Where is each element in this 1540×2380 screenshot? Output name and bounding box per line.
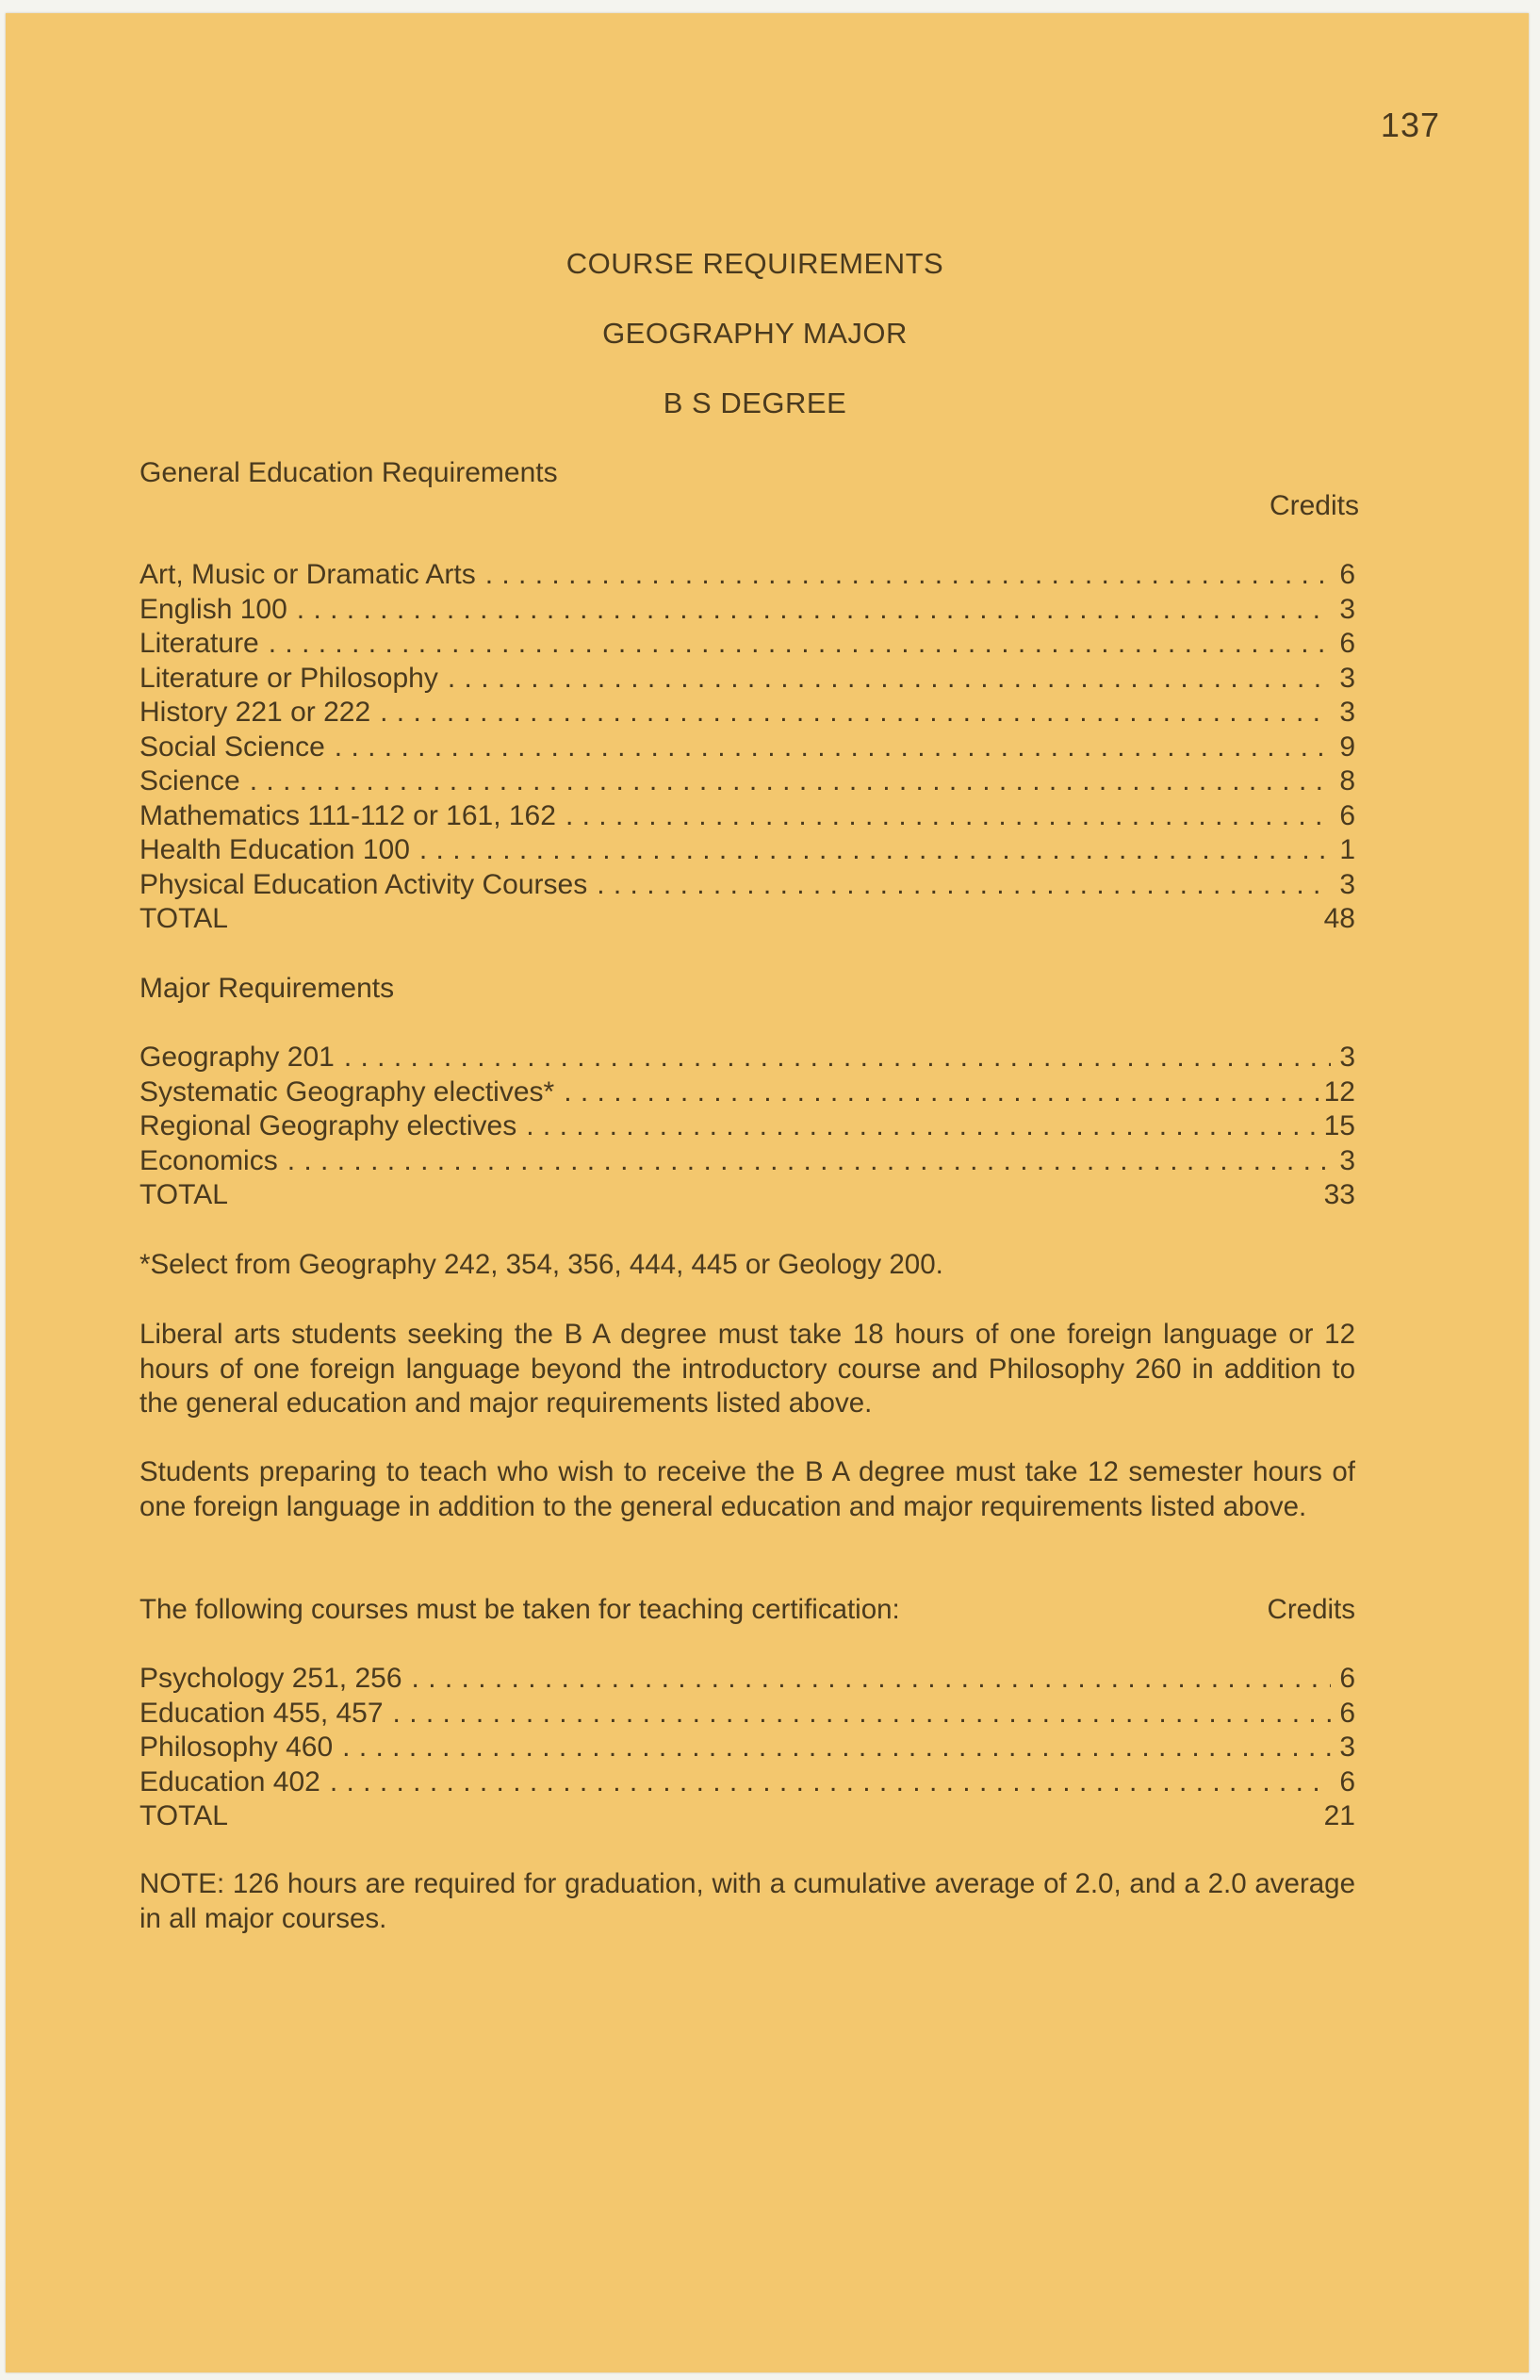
leader-dots: [297, 593, 1331, 628]
leader-dots: [485, 558, 1331, 593]
general-education-heading: General Education Requirements: [139, 457, 558, 488]
course-name: Social Science: [139, 730, 325, 763]
course-credits: 9: [1339, 730, 1355, 763]
general-education-section: [139, 456, 1355, 491]
leader-dots: [342, 1731, 1331, 1765]
credits-header: [139, 489, 1359, 524]
credits-label: Credits: [1269, 490, 1359, 521]
total-label: TOTAL: [139, 1179, 228, 1210]
total-value: 21: [1323, 1800, 1355, 1831]
total-row: [139, 1799, 1355, 1834]
leader-dots: [250, 764, 1331, 799]
course-name: Economics: [139, 1144, 278, 1176]
course-name: Regional Geography electives: [139, 1110, 517, 1141]
course-name: Education 455, 457: [139, 1697, 384, 1729]
list-item: [139, 833, 1355, 868]
course-credits: 6: [1339, 559, 1355, 590]
course-credits: 3: [1339, 1042, 1355, 1073]
note-block: [139, 1867, 1355, 1936]
leader-dots: [287, 1144, 1331, 1179]
course-credits: 3: [1339, 1732, 1355, 1763]
certification-header: [139, 1593, 1355, 1628]
certification-credits-label: Credits: [1267, 1594, 1355, 1625]
course-credits: 3: [1339, 593, 1355, 625]
list-item: [139, 1041, 1355, 1075]
course-name: Geography 201: [139, 1042, 335, 1073]
course-credits: 3: [1339, 868, 1355, 900]
leader-dots: [419, 833, 1331, 868]
course-name: Mathematics 111-112 or 161, 162: [139, 799, 556, 831]
major-heading: Major Requirements: [139, 973, 395, 1004]
list-item: [139, 1731, 1355, 1765]
leader-dots: [412, 1662, 1331, 1697]
course-name: Education 402: [139, 1765, 320, 1797]
list-item: [139, 1765, 1355, 1800]
course-credits: 6: [1339, 628, 1355, 659]
course-name: Systematic Geography electives*: [139, 1075, 555, 1108]
total-value: 33: [1323, 1179, 1355, 1210]
liberal-arts-block: [139, 1318, 1355, 1421]
course-credits: 6: [1339, 1697, 1355, 1729]
general-education-list: [139, 558, 1355, 937]
list-item: [139, 730, 1355, 765]
leader-dots: [330, 1765, 1331, 1800]
leader-dots: [565, 799, 1331, 834]
list-item: [139, 1144, 1355, 1179]
list-item: [139, 696, 1355, 730]
list-item: [139, 868, 1355, 903]
leader-dots: [380, 696, 1331, 730]
course-name: Physical Education Activity Courses: [139, 868, 588, 900]
leader-dots: [564, 1075, 1321, 1110]
graduation-note: NOTE: 126 hours are required for graduation, with a cumulative average of 2.0, and a 2.0 average in all major courses.: [139, 1868, 1355, 1934]
leader-dots: [597, 868, 1331, 903]
teaching-block: [139, 1455, 1355, 1524]
total-label: TOTAL: [139, 1800, 228, 1831]
course-name: Psychology 251, 256: [139, 1663, 402, 1694]
course-name: Art, Music or Dramatic Arts: [139, 559, 476, 590]
course-credits: 3: [1339, 697, 1355, 728]
course-credits: 15: [1323, 1110, 1355, 1141]
course-name: Literature: [139, 628, 259, 659]
major-section: [139, 972, 1355, 1007]
title-course-requirements: COURSE REQUIREMENTS: [565, 247, 944, 280]
course-name: Science: [139, 765, 240, 796]
list-item: [139, 627, 1355, 662]
list-item: [139, 799, 1355, 834]
catalog-page: [6, 13, 1529, 2372]
course-credits: 6: [1339, 1765, 1355, 1797]
course-name: History 221 or 222: [139, 697, 371, 728]
course-credits: 3: [1339, 662, 1355, 694]
list-item: [139, 662, 1355, 697]
major-footnote: *Select from Geography 242, 354, 356, 444, 445 or Geology 200.: [139, 1249, 943, 1280]
course-credits: 3: [1339, 1144, 1355, 1176]
leader-dots: [448, 662, 1331, 697]
total-value: 48: [1323, 903, 1355, 934]
total-row: [139, 1178, 1355, 1213]
certification-list: [139, 1662, 1355, 1834]
total-row: [139, 902, 1355, 937]
page-number: 137: [1380, 106, 1440, 144]
course-credits: 6: [1339, 1663, 1355, 1694]
leader-dots: [393, 1697, 1331, 1732]
course-credits: 8: [1339, 765, 1355, 796]
list-item: [139, 764, 1355, 799]
course-credits: 12: [1323, 1075, 1355, 1108]
course-credits: 1: [1339, 834, 1355, 865]
leader-dots: [344, 1041, 1331, 1075]
leader-dots: [335, 730, 1331, 765]
total-label: TOTAL: [139, 903, 228, 934]
leader-dots: [269, 627, 1331, 662]
course-name: English 100: [139, 593, 287, 625]
major-list: [139, 1041, 1355, 1213]
list-item: [139, 1697, 1355, 1732]
liberal-arts-paragraph: Liberal arts students seeking the B A degree must take 18 hours of one foreign language or 12 hours of one foreign language beyond the introductory course and Philosophy 260 in addition to the general education and major requirements listed above.: [139, 1319, 1355, 1419]
list-item: [139, 1109, 1355, 1144]
course-name: Philosophy 460: [139, 1732, 334, 1763]
certification-heading: The following courses must be taken for teaching certification:: [139, 1594, 900, 1625]
list-item: [139, 558, 1355, 593]
certification-heading-row: [139, 1593, 1355, 1628]
course-name: Health Education 100: [139, 834, 410, 865]
list-item: [139, 593, 1355, 628]
title-degree: B S DEGREE: [663, 386, 847, 419]
list-item: [139, 1662, 1355, 1697]
teaching-paragraph: Students preparing to teach who wish to receive the B A degree must take 12 semester hours of one foreign language in addition to the general education and major requirements listed above.: [139, 1456, 1355, 1522]
leader-dots: [526, 1109, 1321, 1144]
footnote-block: [139, 1248, 1355, 1283]
course-credits: 6: [1339, 799, 1355, 831]
course-name: Literature or Philosophy: [139, 662, 438, 694]
list-item: [139, 1075, 1355, 1110]
title-geography-major: GEOGRAPHY MAJOR: [602, 317, 908, 350]
